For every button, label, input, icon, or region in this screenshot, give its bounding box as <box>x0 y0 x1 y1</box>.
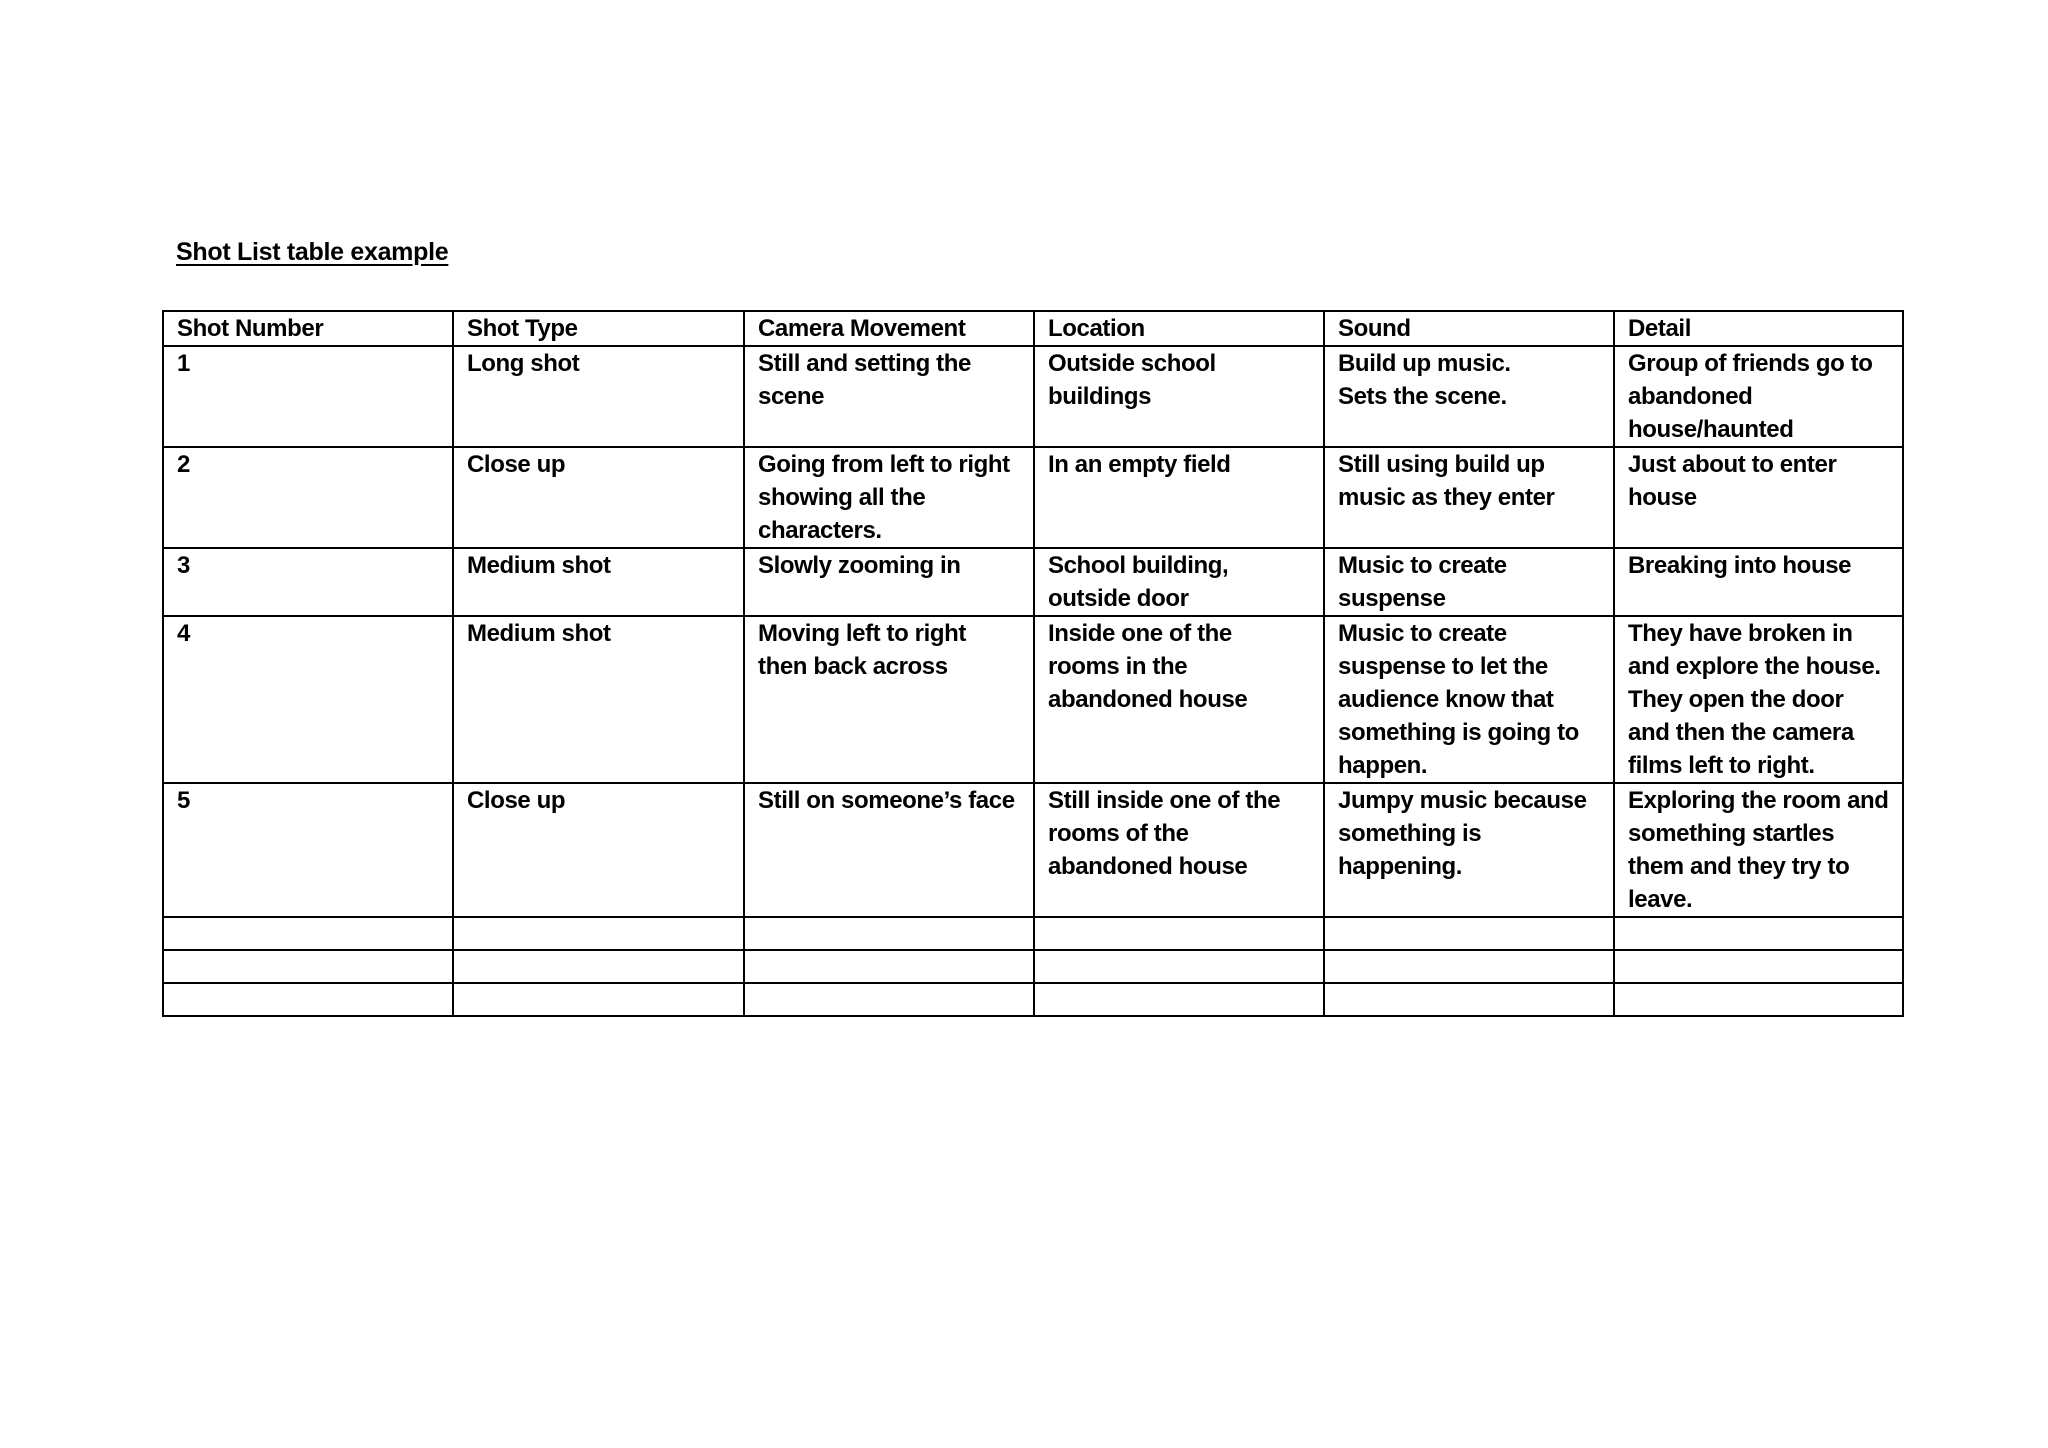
table-cell: Music to create suspense <box>1324 548 1614 616</box>
empty-cell <box>453 983 744 1016</box>
empty-cell <box>453 950 744 983</box>
table-cell: 1 <box>163 346 453 447</box>
table-cell: Group of friends go to abandoned house/haunted <box>1614 346 1903 447</box>
empty-cell <box>744 917 1034 950</box>
empty-table-row <box>163 917 1903 950</box>
table-cell: Slowly zooming in <box>744 548 1034 616</box>
table-cell: Exploring the room and something startles them and they try to leave. <box>1614 783 1903 917</box>
table-cell: Long shot <box>453 346 744 447</box>
header-shot-number: Shot Number <box>163 311 453 346</box>
table-row <box>163 616 1903 783</box>
empty-cell <box>1324 917 1614 950</box>
header-sound: Sound <box>1324 311 1614 346</box>
table-cell: Just about to enter house <box>1614 447 1903 548</box>
page-title: Shot List table example <box>176 238 449 266</box>
empty-table-row <box>163 983 1903 1016</box>
empty-cell <box>1614 983 1903 1016</box>
table-cell: Still inside one of the rooms of the abandoned house <box>1034 783 1324 917</box>
table-header-row <box>163 311 1903 346</box>
table-row <box>163 346 1903 447</box>
empty-cell <box>744 983 1034 1016</box>
table-cell: Build up music. Sets the scene. <box>1324 346 1614 447</box>
table-cell: 4 <box>163 616 453 783</box>
table-cell: Music to create suspense to let the audience know that something is going to happen. <box>1324 616 1614 783</box>
empty-cell <box>744 950 1034 983</box>
table-cell: They have broken in and explore the house. They open the door and then the camera films left to right. <box>1614 616 1903 783</box>
table-cell: Medium shot <box>453 616 744 783</box>
table-cell: School building, outside door <box>1034 548 1324 616</box>
empty-cell <box>1034 983 1324 1016</box>
table-row <box>163 783 1903 917</box>
table-cell: 2 <box>163 447 453 548</box>
shot-list-table <box>162 310 1904 1017</box>
table-cell: Close up <box>453 447 744 548</box>
empty-cell <box>163 950 453 983</box>
table-cell: Medium shot <box>453 548 744 616</box>
empty-cell <box>1034 950 1324 983</box>
empty-cell <box>1034 917 1324 950</box>
header-location: Location <box>1034 311 1324 346</box>
table-row <box>163 548 1903 616</box>
empty-cell <box>1324 950 1614 983</box>
header-detail: Detail <box>1614 311 1903 346</box>
table-cell: Still using build up music as they enter <box>1324 447 1614 548</box>
empty-cell <box>1324 983 1614 1016</box>
table-cell: In an empty field <box>1034 447 1324 548</box>
table-cell: Inside one of the rooms in the abandoned house <box>1034 616 1324 783</box>
empty-cell <box>163 917 453 950</box>
table-cell: Jumpy music because something is happening. <box>1324 783 1614 917</box>
header-camera-movement: Camera Movement <box>744 311 1034 346</box>
table-row <box>163 447 1903 548</box>
table-cell: Still on someone’s face <box>744 783 1034 917</box>
table-cell: Close up <box>453 783 744 917</box>
table-cell: Breaking into house <box>1614 548 1903 616</box>
table-cell: 3 <box>163 548 453 616</box>
empty-cell <box>1614 950 1903 983</box>
table-cell: Outside school buildings <box>1034 346 1324 447</box>
empty-cell <box>163 983 453 1016</box>
table-cell: Going from left to right showing all the characters. <box>744 447 1034 548</box>
empty-table-row <box>163 950 1903 983</box>
empty-cell <box>1614 917 1903 950</box>
table-cell: Still and setting the scene <box>744 346 1034 447</box>
table-cell: 5 <box>163 783 453 917</box>
header-shot-type: Shot Type <box>453 311 744 346</box>
empty-cell <box>453 917 744 950</box>
table-cell: Moving left to right then back across <box>744 616 1034 783</box>
